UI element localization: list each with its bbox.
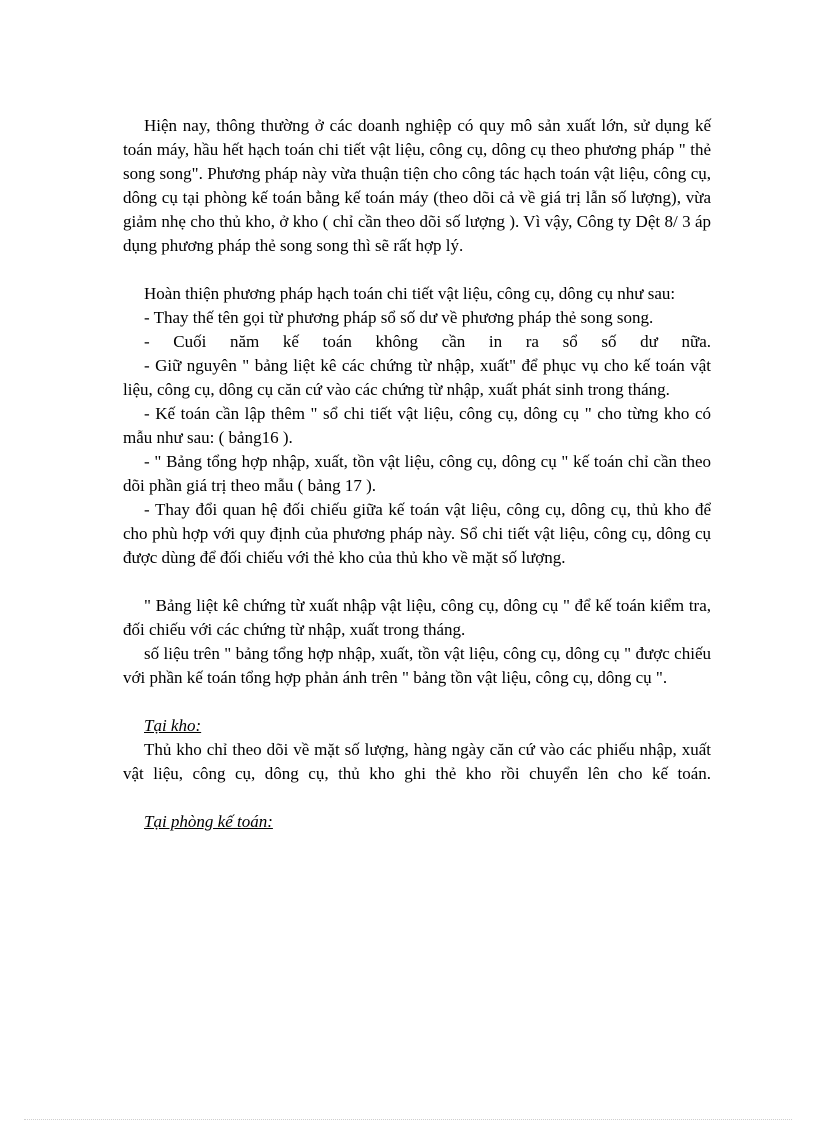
bullet-no-balance-print: - Cuối năm kế toán không cần in ra sổ số dư nữa.	[144, 332, 711, 351]
intro-paragraph: Hiện nay, thông thường ở các doanh nghiệp có quy mô sản xuất lớn, sử dụng kế toán máy, hầu hết hạch toán chi tiết vật liệu, công cụ, dông cụ theo phương pháp " thẻ song song". Phương pháp này vừa thuận tiện cho công tác hạch toán vật liệu, công cụ, dông cụ tại phòng kế toán bằng kế toán máy (theo dõi cả về giá trị lẫn số lượng), vừa giảm nhẹ cho thủ kho, ở kho ( chỉ cần theo dõi số lượng ). Vì vậy, Công ty Dệt 8/ 3 áp dụng phương pháp thẻ song song thì sẽ rất hợp lý.	[123, 116, 711, 255]
figures-check-paragraph: số liệu trên " bảng tổng hợp nhập, xuất, tồn vật liệu, công cụ, dông cụ " được chiếu với phần kế toán tổng hợp phản ánh trên " bảng tồn vật liệu, công cụ, dông cụ ".	[123, 644, 711, 687]
paragraph-gap	[123, 258, 711, 282]
paragraph-gap	[123, 786, 711, 810]
bullet-rename-method: - Thay thế tên gọi từ phương pháp sổ số dư về phương pháp thẻ song song.	[144, 308, 654, 327]
improve-intro-paragraph: Hoàn thiện phương pháp hạch toán chi tiết vật liệu, công cụ, dông cụ như sau:	[144, 284, 676, 303]
bullet-detail-ledger: - Kế toán cần lập thêm " sổ chi tiết vật liệu, công cụ, dông cụ " cho từng kho có mẫu như sau: ( bảng16 ).	[123, 404, 711, 447]
paragraph-gap	[123, 570, 711, 594]
heading-at-warehouse: Tại kho:	[144, 716, 202, 735]
bullet-keep-voucher-list: - Giữ nguyên " bảng liệt kê các chứng từ nhập, xuất" để phục vụ cho kế toán vật liệu, công cụ, dông cụ căn cứ vào các chứng từ nhập, xuất phát sinh trong tháng.	[123, 356, 711, 399]
document-page	[123, 114, 711, 834]
bullet-reconciliation: - Thay đổi quan hệ đối chiếu giữa kế toán vật liệu, công cụ, dông cụ, thủ kho để cho phù hợp với quy định của phương pháp này. Sổ chi tiết vật liệu, công cụ, dông cụ được dùng để đối chiếu với thẻ kho của thủ kho về mặt số lượng.	[123, 500, 711, 567]
heading-at-accounting-office: Tại phòng kế toán:	[144, 812, 273, 831]
page-bottom-divider	[24, 1119, 792, 1120]
warehouse-paragraph: Thủ kho chỉ theo dõi về mặt số lượng, hàng ngày căn cứ vào các phiếu nhập, xuất vật liệu, công cụ, dông cụ, thủ kho ghi thẻ kho rồi chuyển lên cho kế toán.	[123, 740, 711, 783]
bullet-summary-table: - " Bảng tổng hợp nhập, xuất, tồn vật liệu, công cụ, dông cụ " kế toán chỉ cần theo dõi phần giá trị theo mẫu ( bảng 17 ).	[123, 452, 711, 495]
voucher-list-check-paragraph: " Bảng liệt kê chứng từ xuất nhập vật liệu, công cụ, dông cụ " để kế toán kiểm tra, đối chiếu với các chứng từ nhập, xuất trong tháng.	[123, 596, 711, 639]
paragraph-gap	[123, 690, 711, 714]
